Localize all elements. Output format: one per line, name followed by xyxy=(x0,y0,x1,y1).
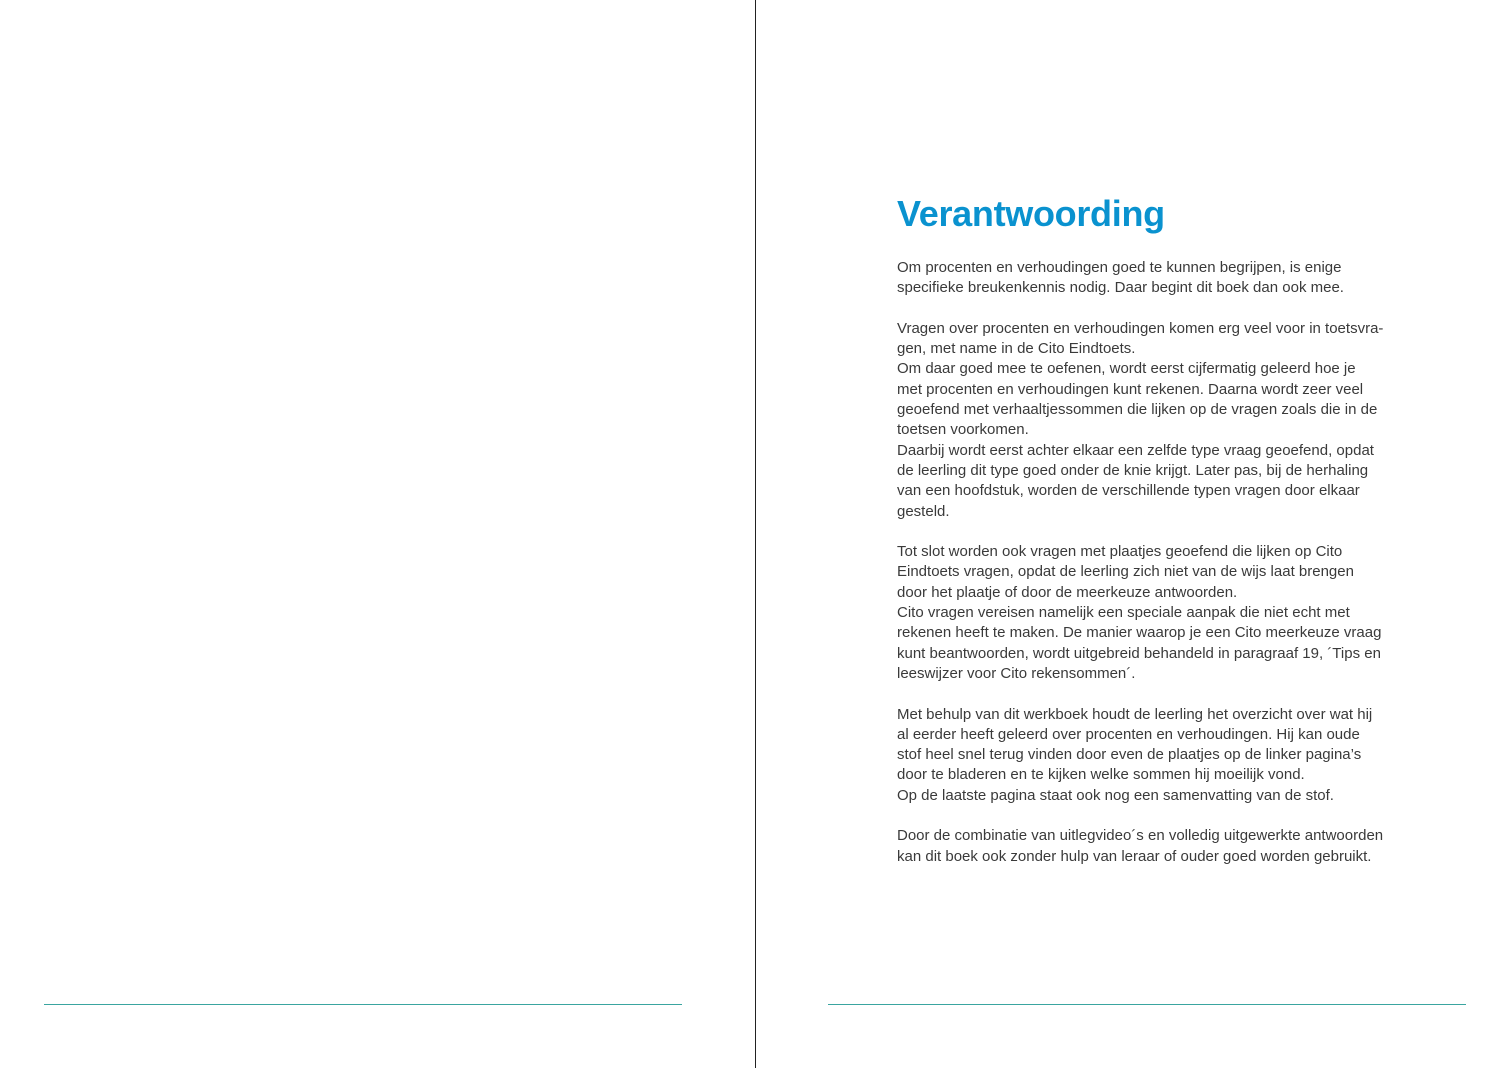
text-line: Daarbij wordt eerst achter elkaar een zelfde type vraag geoefend, opdat xyxy=(897,441,1374,459)
paragraph-5 xyxy=(897,826,1397,867)
text-line: toetsen voorkomen. xyxy=(897,421,1029,439)
text-line: Vragen over procenten en verhoudingen komen erg veel voor in toetsvra- xyxy=(897,319,1384,337)
paragraph-2 xyxy=(897,319,1397,522)
right-footer-rule xyxy=(828,1004,1466,1005)
text-line: leeswijzer voor Cito rekensommen´. xyxy=(897,664,1136,682)
left-footer-rule xyxy=(44,1004,682,1005)
text-line: Om daar goed mee te oefenen, wordt eerst cijfermatig geleerd hoe je xyxy=(897,360,1356,378)
text-line: Cito vragen vereisen namelijk een speciale aanpak die niet echt met xyxy=(897,604,1350,622)
text-line: Door de combinatie van uitlegvideo´s en volledig uitgewerkte antwoorden xyxy=(897,827,1384,845)
text-line: gesteld. xyxy=(897,502,950,520)
text-line: met procenten en verhoudingen kunt rekenen. Daarna wordt zeer veel xyxy=(897,380,1364,398)
page-title: Verantwoording xyxy=(897,193,1165,234)
text-line: Eindtoets vragen, opdat de leerling zich niet van de wijs laat brengen xyxy=(897,563,1354,581)
text-line: specifieke breukenkennis nodig. Daar begint dit boek dan ook mee. xyxy=(897,279,1344,297)
text-line: stof heel snel terug vinden door even de plaatjes op de linker pagina’s xyxy=(897,746,1362,764)
text-line: Om procenten en verhoudingen goed te kunnen begrijpen, is enige xyxy=(897,259,1342,276)
paragraph-4 xyxy=(897,705,1397,806)
text-line: kunt beantwoorden, wordt uitgebreid behandeld in paragraaf 19, ´Tips en xyxy=(897,644,1381,662)
right-page xyxy=(757,0,1511,1068)
text-line: door te bladeren en te kijken welke sommen hij moeilijk vond. xyxy=(897,766,1305,784)
text-line: geoefend met verhaaltjessommen die lijken op de vragen zoals die in de xyxy=(897,401,1378,419)
text-line: al eerder heeft geleerd over procenten en verhoudingen. Hij kan oude xyxy=(897,725,1360,743)
text-line: kan dit boek ook zonder hulp van leraar of ouder goed worden gebruikt. xyxy=(897,847,1372,865)
left-page xyxy=(0,0,755,1068)
page-content xyxy=(897,192,1397,887)
text-line: van een hoofdstuk, worden de verschillende typen vragen door elkaar xyxy=(897,482,1360,500)
paragraph-3 xyxy=(897,542,1397,684)
book-spine xyxy=(755,0,756,1068)
text-line: gen, met name in de Cito Eindtoets. xyxy=(897,340,1136,358)
text-line: Op de laatste pagina staat ook nog een samenvatting van de stof. xyxy=(897,786,1334,804)
text-line: Met behulp van dit werkboek houdt de leerling het overzicht over wat hij xyxy=(897,705,1373,723)
text-line: door het plaatje of door de meerkeuze antwoorden. xyxy=(897,583,1238,601)
text-line: Tot slot worden ook vragen met plaatjes geoefend die lijken op Cito xyxy=(897,543,1343,561)
text-line: de leerling dit type goed onder de knie krijgt. Later pas, bij de herhaling xyxy=(897,461,1369,479)
paragraph-1 xyxy=(897,258,1397,299)
text-line: rekenen heeft te maken. De manier waarop je een Cito meerkeuze vraag xyxy=(897,624,1382,642)
